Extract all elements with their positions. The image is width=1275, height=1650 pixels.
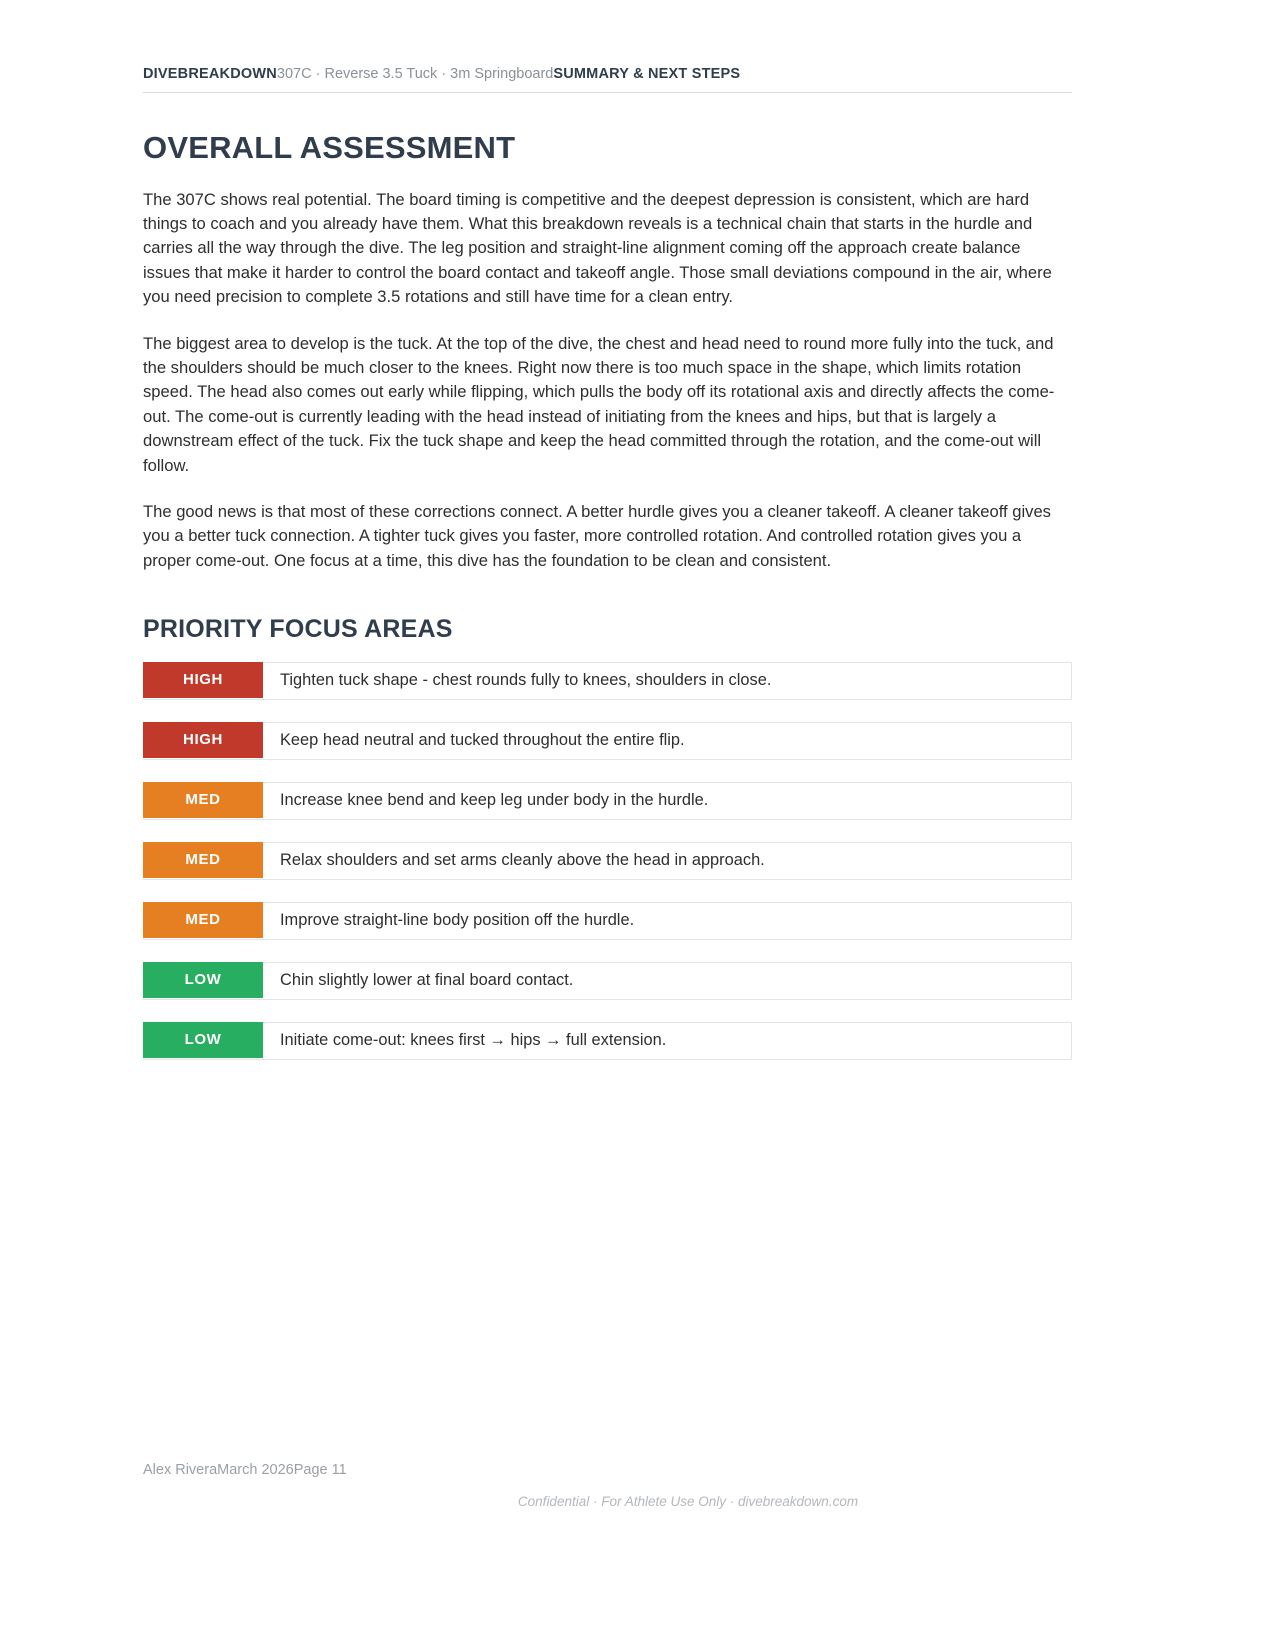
- priority-text: Increase knee bend and keep leg under body in the hurdle.: [280, 791, 709, 810]
- priority-badge: MED: [143, 902, 263, 938]
- document-content: [143, 130, 1072, 1082]
- header-dive-info: 307C · Reverse 3.5 Tuck · 3m Springboard: [276, 66, 554, 82]
- priority-badge: MED: [143, 782, 263, 818]
- priority-text: Tighten tuck shape - chest rounds fully to knees, shoulders in close.: [280, 671, 772, 690]
- priority-row: [143, 662, 1072, 700]
- overall-paragraph-3: The good news is that most of these corrections connect. A better hurdle gives you a cleaner takeoff. A cleaner takeoff gives you a better tuck connection. A tighter tuck gives you faster, more controlled rotation. And controlled rotation gives you a proper come-out. One focus at a time, this dive has the foundation to be clean and consistent.: [143, 501, 1051, 570]
- footer-date: March 2026: [217, 1462, 294, 1478]
- header-brand: DIVEBREAKDOWN: [143, 66, 277, 82]
- priority-row: [143, 722, 1072, 760]
- priority-badge: MED: [143, 842, 263, 878]
- overall-paragraph-2: The biggest area to develop is the tuck. At the top of the dive, the chest and head need to round more fully into the tuck, and the shoulders should be much closer to the knees. Right now there is too much space in the shape, which limits rotation speed. The head also comes out early while flipping, which pulls the body off its rotational axis and directly affects the come-out. The come-out is currently leading with the head instead of initiating from the knees and hips, but that is largely a downstream effect of the tuck. Fix the tuck shape and keep the head committed through the rotation, and the come-out will follow.: [143, 333, 1055, 475]
- priority-badge: HIGH: [143, 662, 263, 698]
- header-section-label: SUMMARY & NEXT STEPS: [553, 66, 741, 82]
- footer-confidential-notice: Confidential · For Athlete Use Only · divebreakdown.com: [517, 1493, 859, 1509]
- priority-row: [143, 902, 1072, 940]
- footer-meta: [143, 1461, 1072, 1480]
- document-footer: [143, 1461, 1072, 1509]
- overall-paragraph-1: The 307C shows real potential. The board timing is competitive and the deepest depression is consistent, which are hard things to coach and you already have them. What this breakdown reveals is a technical chain that starts in the hurdle and carries all the way through the dive. The leg position and straight-line alignment coming off the approach create balance issues that make it harder to control the board contact and takeoff angle. Those small deviations compound in the air, where you need precision to complete 3.5 rotations and still have time for a clean entry.: [143, 189, 1052, 307]
- overall-assessment-title: OVERALL ASSESSMENT: [143, 130, 516, 165]
- priority-badge: LOW: [143, 962, 263, 998]
- priority-focus-title: PRIORITY FOCUS AREAS: [143, 615, 453, 644]
- footer-page-number: Page 11: [293, 1462, 347, 1478]
- priority-text: Relax shoulders and set arms cleanly above the head in approach.: [280, 851, 765, 870]
- footer-author: Alex Rivera: [143, 1462, 218, 1478]
- priority-text: Chin slightly lower at final board contact.: [280, 971, 574, 990]
- document-header: [143, 66, 1072, 93]
- priority-badge: LOW: [143, 1022, 263, 1058]
- priority-row: [143, 962, 1072, 1000]
- priority-text: Keep head neutral and tucked throughout the entire flip.: [280, 731, 685, 750]
- priority-row: [143, 842, 1072, 880]
- priority-badge: HIGH: [143, 722, 263, 758]
- priority-row: [143, 782, 1072, 820]
- priority-focus-list: [143, 662, 1072, 1060]
- priority-text: Improve straight-line body position off the hurdle.: [280, 911, 635, 930]
- priority-text: Initiate come-out: knees first → hips → full extension.: [280, 1031, 667, 1050]
- priority-row: [143, 1022, 1072, 1060]
